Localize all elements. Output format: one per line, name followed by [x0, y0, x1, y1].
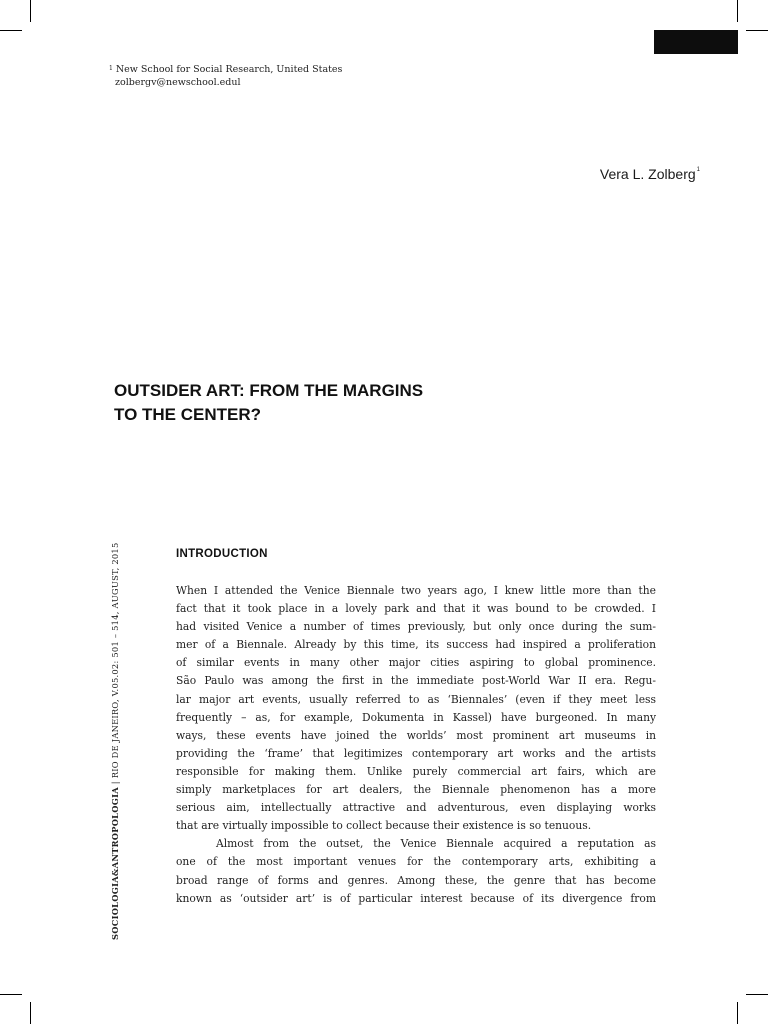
crop-mark	[30, 0, 31, 22]
journal-citation-vertical	[110, 543, 120, 941]
body-line: When I attended the Venice Biennale two years ago, I knew little more than the	[176, 584, 656, 597]
body-line: lar major art events, usually referred to as ‘Biennales’ (even if they meet less	[176, 692, 656, 706]
body-line: responsible for making them. Unlike purely commercial art fairs, which are	[176, 764, 656, 778]
body-line: known as ‘outsider art’ is of particular interest because of its divergence from	[176, 891, 656, 905]
author-name-block	[600, 166, 700, 182]
crop-mark	[0, 994, 22, 995]
crop-mark	[737, 0, 738, 22]
article-title	[114, 379, 534, 427]
crop-mark	[737, 1002, 738, 1024]
crop-mark	[746, 994, 768, 995]
body-line: mer of a Biennale. Already by this time, its success had inspired a proliferation	[176, 638, 656, 652]
body-line: of similar events in many other major cities aspiring to global prominence.	[176, 656, 656, 670]
footnote-marker: 1	[109, 65, 113, 72]
affiliation-line	[109, 63, 342, 76]
body-line: had visited Venice a number of times previously, but only once during the sum-	[176, 620, 656, 634]
affiliation-text: New School for Social Research, United States	[115, 64, 343, 75]
title-line-1: OUTSIDER ART: FROM THE MARGINS	[114, 381, 424, 400]
body-line: serious aim, intellectually attractive and adventurous, even displaying works	[176, 801, 656, 815]
body-line: ways, these events have joined the worlds’ most prominent art museums in	[176, 728, 656, 742]
body-line: São Paulo was among the first in the immediate post-World War II era. Regu-	[176, 674, 656, 688]
section-heading: INTRODUCTION	[176, 548, 268, 560]
author-footnote-marker: 1	[696, 167, 700, 173]
body-line: Almost from the outset, the Venice Biennale acquired a reputation as	[216, 837, 656, 851]
crop-mark	[746, 30, 768, 31]
body-line: simply marketplaces for art dealers, the Biennale phenomenon has a more	[176, 783, 656, 797]
body-line: frequently – as, for example, Dokumenta in Kassel) have burgeoned. In many	[176, 710, 656, 724]
author-name: Vera L. Zolberg	[599, 166, 696, 182]
body-text	[176, 582, 656, 908]
journal-citation: | RIO DE JANEIRO, V.05.02: 501 – 514, AUGUST, 2015	[110, 542, 120, 788]
crop-mark	[30, 1002, 31, 1024]
body-line: that are virtually impossible to collect because their existence is so tenuous.	[176, 819, 592, 833]
affiliation-footnote	[109, 63, 342, 89]
title-line-2: TO THE CENTER?	[114, 405, 262, 424]
thumb-index-tab	[654, 30, 738, 54]
body-line: one of the most important venues for the contemporary arts, exhibiting a	[176, 855, 656, 869]
body-line: fact that it took place in a lovely park and that it was bound to be crowded. I	[176, 602, 656, 616]
journal-name: SOCIOLOGIA&ANTROPOLOGIA	[110, 787, 120, 940]
body-line: providing the ‘frame’ that legitimizes contemporary art works and the artists	[176, 746, 656, 760]
author-email: zolbergv@newschool.edul	[115, 77, 241, 88]
crop-mark	[0, 30, 22, 31]
body-line: broad range of forms and genres. Among these, the genre that has become	[176, 873, 656, 887]
